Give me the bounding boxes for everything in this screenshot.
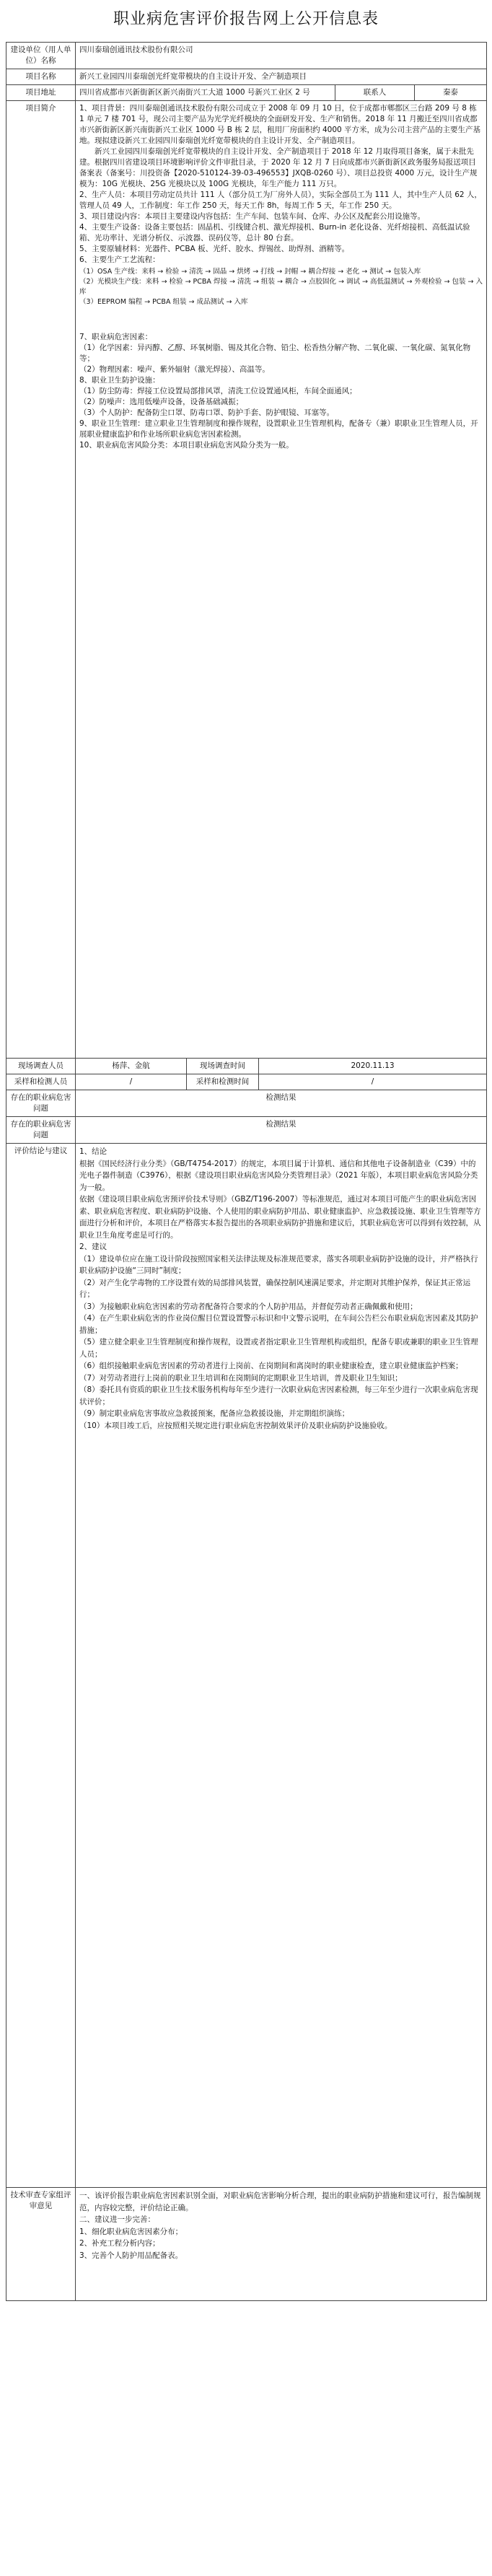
expert-text: 一、该评价报告职业病危害因素识别全面，对职业病危害影响分析合理，提出的职业病防护措施和建议可行，报告编制规范，内容较完整，评价结论正确。 二、建议进一步完善： 1、细化职业病危害因素分布； 2、补充工程分析内容； 3、完善个人防护用品配备表。 (79, 2191, 481, 2260)
intro-content (76, 101, 487, 1059)
contact-label: 联系人 (335, 85, 415, 101)
sampling-time-value: / (259, 1074, 487, 1090)
address-value: 四川省成都市兴新街新区新兴南街兴工大道 1000 号新兴工业区 2 号 (76, 85, 335, 101)
investigate-time-label: 现场调查时间 (187, 1059, 259, 1074)
row-intro (6, 101, 487, 1059)
intro-text: 1、项目背景：四川泰瑞创通讯技术股份有限公司成立于 2008 年 09 月 10 日，位于成都市郫都区三台路 209 号 8 栋 1 单元 7 楼 701 号，现公司主要产品为光学光纤模块的全面研发开发、生产和销售。2018 年 11 月搬迁至四川省成都市兴新街新区新兴南街新兴工业区 1000 号 B 栋 2 层，租用厂房面积约 4000 平方米，成为公司主营产品的主要生产基地。现拟建设新兴工业园四川泰瑞创光纤宽带模块的自主设计开发、全产制造项目。 新兴工业园四川泰瑞创光纤宽带模块的自主设计开发、全产制造项目于 2018 年 12 月取得项目备案，属于未批先建。根据四川省建设项目环境影响评价文件审批目录，于 2020 年 12 月 7 日向成都市兴新街新区政务服务局报送项目备案表（备案号：川投资备【2020-510124-39-03-496553】JXQB-0260 号）、项目总投资 4000 万元，设计生产规模为：10G 光模块、25G 光模块以及 100G 光模块，年生产能力 111 万只。 2、生产人员：本项目劳动定员共计 111 人（部分员工为厂房外人员），实际全部员工为 111 人，其中生产人员 62 人，管理人员 49 人，工作制度：年工作 250 天，每天工作 8h，每周工作 5 天，年工作 250 天。 3、项目建设内容：本项目主要建设内容包括：生产车间、包装车间、仓库、办公区及配套公用设施等。 4、主要生产设备：设备主要包括：固晶机、引线键合机、激光焊接机、Burn-in 老化设备、光纤熔接机、高低温试验箱、光功率计、光谱分析仪、示波器、误码仪等，总计 80 台套。 5、主要原辅材料：光器件、PCBA 板、光纤、胶水、焊锡丝、助焊剂、酒精等。 (79, 104, 482, 253)
investigator-value: 杨萍、金航 (76, 1059, 187, 1074)
unit-value: 四川泰瑞创通讯技术股份有限公司 (76, 43, 487, 69)
project-label: 项目名称 (6, 69, 76, 85)
problem2-label: 存在的职业病危害问题 (6, 1117, 76, 1144)
sampler-label: 采样和检测人员 (6, 1074, 76, 1090)
expert-label: 技术审查专家组评审意见 (6, 2188, 76, 2301)
investigate-time-value: 2020.11.13 (259, 1059, 487, 1074)
conclusion-label: 评价结论与建议 (6, 1144, 76, 2188)
row-expert (6, 2188, 487, 2301)
page-title: 职业病危害评价报告网上公开信息表 (113, 10, 379, 28)
project-value: 新兴工业园四川泰瑞创光纤宽带模块的自主设计开发、全产制造项目 (76, 69, 487, 85)
row-problem-2 (6, 1117, 487, 1144)
problem-label: 存在的职业病危害问题 (6, 1090, 76, 1117)
row-project (6, 69, 487, 85)
process-flow-diagram (79, 267, 483, 328)
intro-label: 项目简介 (6, 101, 76, 1059)
problem2-value: 检测结果 (76, 1117, 487, 1144)
row-sampling (6, 1074, 487, 1090)
problem-value: 检测结果 (76, 1090, 487, 1117)
conclusion-content (76, 1144, 487, 2188)
row-investigation (6, 1059, 487, 1074)
flow-title: 6、主要生产工艺流程： (79, 255, 160, 264)
info-table (6, 42, 487, 2301)
row-problem-1 (6, 1090, 487, 1117)
conclusion-text: 1、结论 根据《国民经济行业分类》（GB/T4754-2017）的规定，本项目属于计算机、通信和其他电子设备制造业（C39）中的光电子器件制造（C3976），根据《建设项目职业病危害风险分类管理目录》（2021 年版），本项目职业病危害风险分类为一般。 依据《建设项目职业病危害预评价技术导则》（GBZ/T196-2007）等标准规范，通过对本项目可能产生的职业病危害因素、职业病危害程度、职业病防护设施、个人使用的职业病防护用品、职业健康监护、应急救援设施、职业卫生管理等方面进行分析和评价，本项目在严格落实本报告提出的各项职业病防护措施和建议后，其职业病危害可以得到有效控制，从职业卫生角度考虑是可行的。 2、建议 （1）建设单位应在施工设计阶段按照国家相关法律法规及标准规范要求，落实各项职业病防护设施的设计，并严格执行职业病防护设施“三同时”制度； （2）对产生化学毒物的工序设置有效的局部排风装置，确保控制风速满足要求，并定期对其维护保养，保证其正常运行； （3）为接触职业病危害因素的劳动者配备符合要求的个人防护用品，并督促劳动者正确佩戴和使用； （4）在产生职业病危害的作业岗位醒目位置设置警示标识和中文警示说明，在车间公告栏公布职业病危害因素及其防护措施； （5）建立健全职业卫生管理制度和操作规程，设置或者指定职业卫生管理机构或组织，配备专职或兼职的职业卫生管理人员； （6）组织接触职业病危害因素的劳动者进行上岗前、在岗期间和离岗时的职业健康检查，建立职业健康监护档案； （7）对劳动者进行上岗前的职业卫生培训和在岗期间的定期职业卫生培训，普及职业卫生知识； （8）委托具有资质的职业卫生技术服务机构每年至少进行一次职业病危害因素检测，每三年至少进行一次职业病危害现状评价； （9）制定职业病危害事故应急救援预案，配备应急救援设施，并定期组织演练； （10）本项目竣工后，应按照相关规定进行职业病危害控制效果评价及职业病防护设施验收。 (79, 1147, 481, 1430)
sampler-value: / (76, 1074, 187, 1090)
address-label: 项目地址 (6, 85, 76, 101)
hazards-text: 7、职业病危害因素： （1）化学因素：异丙醇、乙醇、环氧树脂、锡及其化合物、铅尘、松香热分解产物、二氧化碳、一氧化碳、氮氧化物等； （2）物理因素：噪声、紫外辐射（激光焊接）、高温等。 8、职业卫生防护设施： （1）防尘防毒：焊接工位设置局部排风罩，清洗工位设置通风柜，车间全面通风； （2）防噪声：选用低噪声设备，设备基础减振； （3）个人防护：配备防尘口罩、防毒口罩、防护手套、防护眼镜、耳塞等。 9、职业卫生管理：建立职业卫生管理制度和操作规程，设置职业卫生管理机构，配备专（兼）职职业卫生管理人员，开展职业健康监护和作业场所职业病危害因素检测。 10、职业病危害风险分类：本项目职业病危害风险分类为一般。 (79, 333, 478, 450)
sampling-time-label: 采样和检测时间 (187, 1074, 259, 1090)
row-conclusion (6, 1144, 487, 2188)
expert-content (76, 2188, 487, 2301)
process-flow-text: （1）OSA 生产线：来料 → 检验 → 清洗 → 固晶 → 烘烤 → 打线 → 封帽 → 耦合焊接 → 老化 → 测试 → 包装入库 （2）光模块生产线：来料 → 检验 → PCBA 焊接 → 清洗 → 组装 → 耦合 → 点胶固化 → 调试 → 高低温测试 → 外观检验 → 包装 → 入库 （3）EEPROM 编程 → PCBA 组装 → 成品测试 → 入库 (79, 268, 483, 306)
investigator-label: 现场调查人员 (6, 1059, 76, 1074)
row-unit (6, 43, 487, 69)
unit-label: 建设单位（用人单位）名称 (6, 43, 76, 69)
contact-value: 秦泰 (415, 85, 487, 101)
row-address (6, 85, 487, 101)
